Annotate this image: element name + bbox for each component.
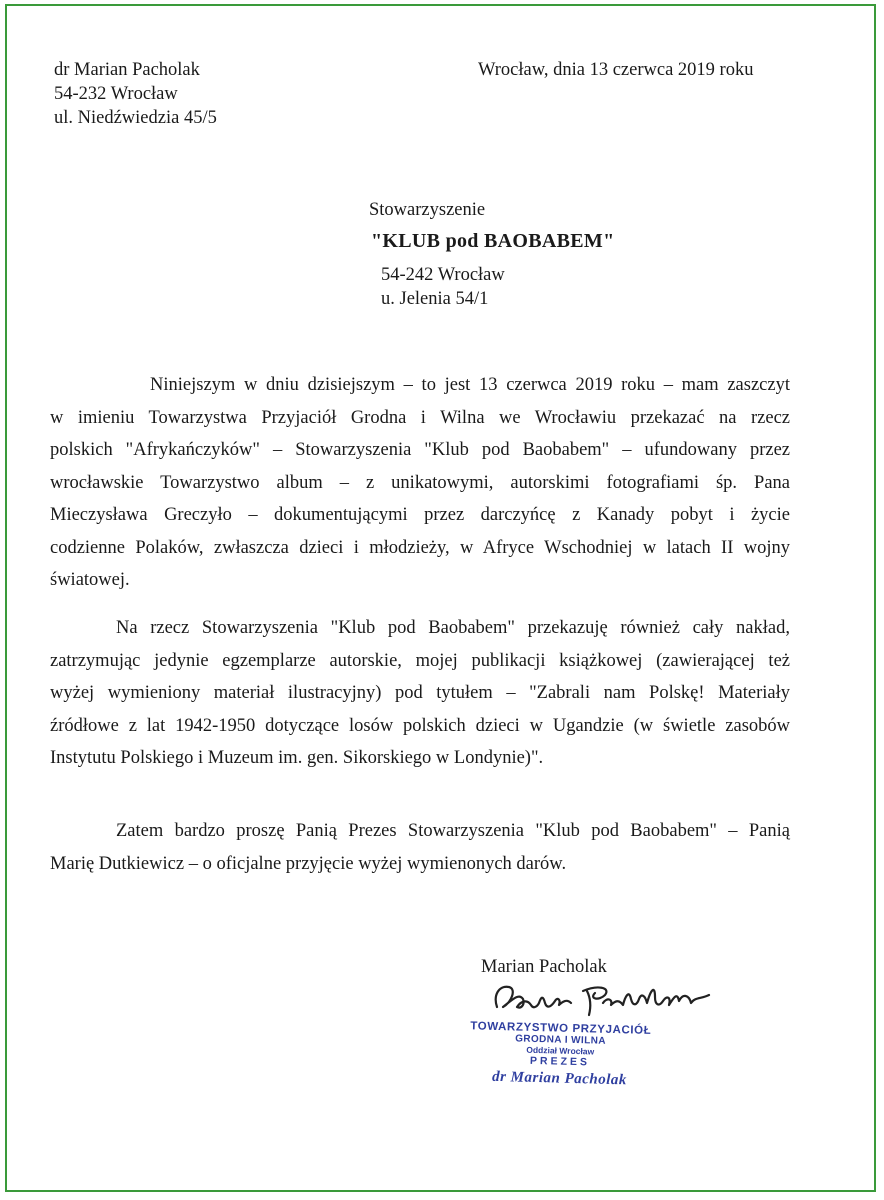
dateline: Wrocław, dnia 13 czerwca 2019 roku	[478, 60, 754, 80]
stamp-line-4: PREZES	[529, 1054, 591, 1069]
sender-postal: 54-232 Wrocław	[54, 84, 178, 104]
paragraph-line: światowej.	[50, 570, 130, 590]
closing-name: Marian Pacholak	[481, 957, 607, 977]
page-border	[5, 4, 876, 1192]
paragraph-line: Marię Dutkiewicz – o oficjalne przyjęcie wyżej wymienonych darów.	[50, 853, 567, 874]
recipient-line1: Stowarzyszenie	[369, 200, 486, 220]
stamp-line-2: GRODNA I WILNA	[514, 1033, 607, 1047]
stamp-line-3: Oddział Wrocław	[526, 1044, 595, 1057]
recipient-postal: 54-242 Wrocław	[381, 265, 505, 285]
handwritten-signature	[487, 977, 717, 1021]
paragraph-line: zatrzymując jedynie egzemplarze autorskie, mojej publikacji książkowej (zawierającej też	[50, 650, 790, 671]
stamp-line-1: TOWARZYSTWO PRZYJACIÓŁ	[470, 1020, 652, 1037]
paragraph-line: codzienne Polaków, zwłaszcza dzieci i młodzieży, w Afryce Wschodniej w latach II wojny	[50, 537, 790, 558]
paragraph-line: Na rzecz Stowarzyszenia "Klub pod Baobabem" przekazuję również cały nakład,	[116, 618, 790, 638]
paragraph-line: Niniejszym w dniu dzisiejszym – to jest 13 czerwca 2019 roku – mam zaszczyt	[150, 375, 790, 395]
sender-street: ul. Niedźwiedzia 45/5	[54, 108, 217, 128]
recipient-street: u. Jelenia 54/1	[381, 289, 489, 309]
paragraph-line: wyżej wymieniony materiał ilustracyjny) pod tytułem – "Zabrali nam Polskę! Materiały	[50, 683, 790, 703]
paragraph-line: wrocławskie Towarzystwo album – z unikatowymi, autorskimi fotografiami śp. Pana	[50, 472, 790, 493]
paragraph-line: polskich "Afrykańczyków" – Stowarzyszenia "Klub pod Baobabem" – ufundowany przez	[50, 440, 790, 460]
paragraph-line: Mieczysława Greczyło – dokumentującymi przez darczyńcę z Kanady pobyt i życie	[50, 505, 790, 525]
recipient-name: "KLUB pod BAOBABEM"	[371, 230, 615, 252]
stamp-line-5: dr Marian Pacholak	[491, 1068, 628, 1089]
paragraph-line: w imieniu Towarzystwa Przyjaciół Grodna i Wilna we Wrocławiu przekazać na rzecz	[50, 407, 790, 428]
president-stamp	[459, 1020, 661, 1090]
body-paragraph-3	[50, 815, 790, 880]
paragraph-line: Instytutu Polskiego i Muzeum im. gen. Sikorskiego w Londynie)".	[50, 748, 544, 768]
paragraph-line: Zatem bardzo proszę Panią Prezes Stowarzyszenia "Klub pod Baobabem" – Panią	[116, 821, 790, 841]
paragraph-line: źródłowe z lat 1942-1950 dotyczące losów polskich dzieci w Ugandzie (w świetle zasobów	[50, 715, 790, 736]
sender-name: dr Marian Pacholak	[54, 60, 200, 80]
body-paragraph-1	[50, 369, 790, 597]
body-paragraph-2	[50, 612, 790, 775]
